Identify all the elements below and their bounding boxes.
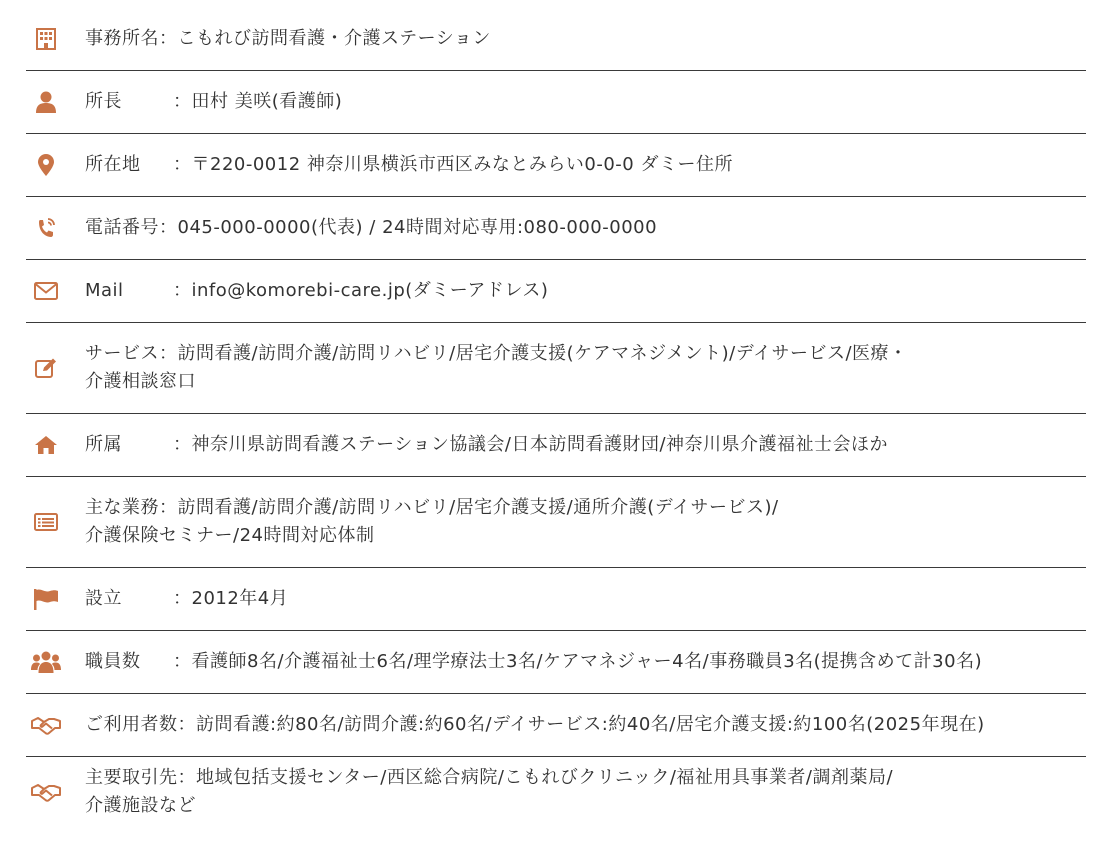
info-label: ご利用者数 (85, 714, 178, 735)
info-text (85, 648, 982, 676)
map-pin-icon (26, 154, 66, 176)
info-value-continued: 介護保険セミナー/24時間対応体制 (85, 525, 375, 546)
info-row-director (26, 71, 1086, 134)
info-value-continued: 介護施設など (85, 795, 196, 816)
info-label: 所長 (85, 91, 122, 112)
info-text (85, 764, 893, 820)
flag-icon (26, 588, 66, 610)
handshake-icon (26, 715, 66, 735)
info-value: ：訪問看護/訪問介護/訪問リハビリ/居宅介護支援(ケアマネジメント)/デイサービス/医療・ (159, 343, 908, 364)
info-text (85, 340, 908, 396)
info-text (85, 214, 657, 242)
building-icon (26, 28, 66, 50)
info-label: 主な業務 (85, 497, 159, 518)
info-label: 所属 (85, 434, 122, 455)
handshake-icon (26, 782, 66, 802)
info-text (85, 88, 342, 116)
info-value: ：地域包括支援センター/西区総合病院/こもれびクリニック/福祉用具事業者/調剤薬局/ (177, 767, 894, 788)
info-row-staff (26, 631, 1086, 694)
info-row-office-name (26, 8, 1086, 71)
info-row-users (26, 694, 1086, 757)
info-row-established (26, 568, 1086, 631)
info-text (85, 711, 985, 739)
info-text (85, 585, 288, 613)
info-label: Mail (85, 280, 124, 301)
info-row-affiliation (26, 414, 1086, 477)
info-text (85, 494, 779, 550)
info-row-mail (26, 260, 1086, 323)
info-value: ：神奈川県訪問看護ステーション協議会/日本訪問看護財団/神奈川県介護福祉士会ほか (173, 434, 889, 455)
info-value: ：info@komorebi-care.jp(ダミーアドレス) (173, 280, 549, 301)
user-icon (26, 91, 66, 113)
info-row-services (26, 323, 1086, 414)
info-label: 事務所名 (85, 28, 159, 49)
phone-icon (26, 217, 66, 239)
info-text (85, 277, 548, 305)
info-value-continued: 介護相談窓口 (85, 371, 196, 392)
info-row-address (26, 134, 1086, 197)
home-icon (26, 436, 66, 454)
mail-icon (26, 282, 66, 300)
info-value: ：〒220-0012 神奈川県横浜市西区みなとみらい0-0-0 ダミー住所 (173, 154, 733, 175)
info-row-partners (26, 757, 1086, 827)
info-label: 職員数 (85, 651, 141, 672)
info-label: 電話番号 (85, 217, 159, 238)
info-text (85, 151, 733, 179)
info-value: ：2012年4月 (173, 588, 289, 609)
info-value: ：045-000-0000(代表) / 24時間対応専用:080-000-0000 (159, 217, 658, 238)
info-value: ：看護師8名/介護福祉士6名/理学療法士3名/ケアマネジャー4名/事務職員3名(提携含めて計30名) (173, 651, 983, 672)
edit-icon (26, 358, 66, 378)
info-label: 主要取引先 (85, 767, 178, 788)
info-label: 所在地 (85, 154, 141, 175)
info-label: サービス (85, 343, 159, 364)
info-value: ：訪問看護:約80名/訪問介護:約60名/デイサービス:約40名/居宅介護支援:約100名(2025年現在) (177, 714, 985, 735)
company-info-list (26, 8, 1086, 827)
info-value: ：田村 美咲(看護師) (173, 91, 343, 112)
info-label: 設立 (85, 588, 122, 609)
info-value: ：こもれび訪問看護・介護ステーション (159, 28, 491, 49)
list-icon (26, 513, 66, 531)
info-text (85, 431, 888, 459)
info-text (85, 25, 491, 53)
info-row-phone (26, 197, 1086, 260)
info-row-main-business (26, 477, 1086, 568)
info-value: ：訪問看護/訪問介護/訪問リハビリ/居宅介護支援/通所介護(デイサービス)/ (159, 497, 779, 518)
users-icon (26, 651, 66, 673)
